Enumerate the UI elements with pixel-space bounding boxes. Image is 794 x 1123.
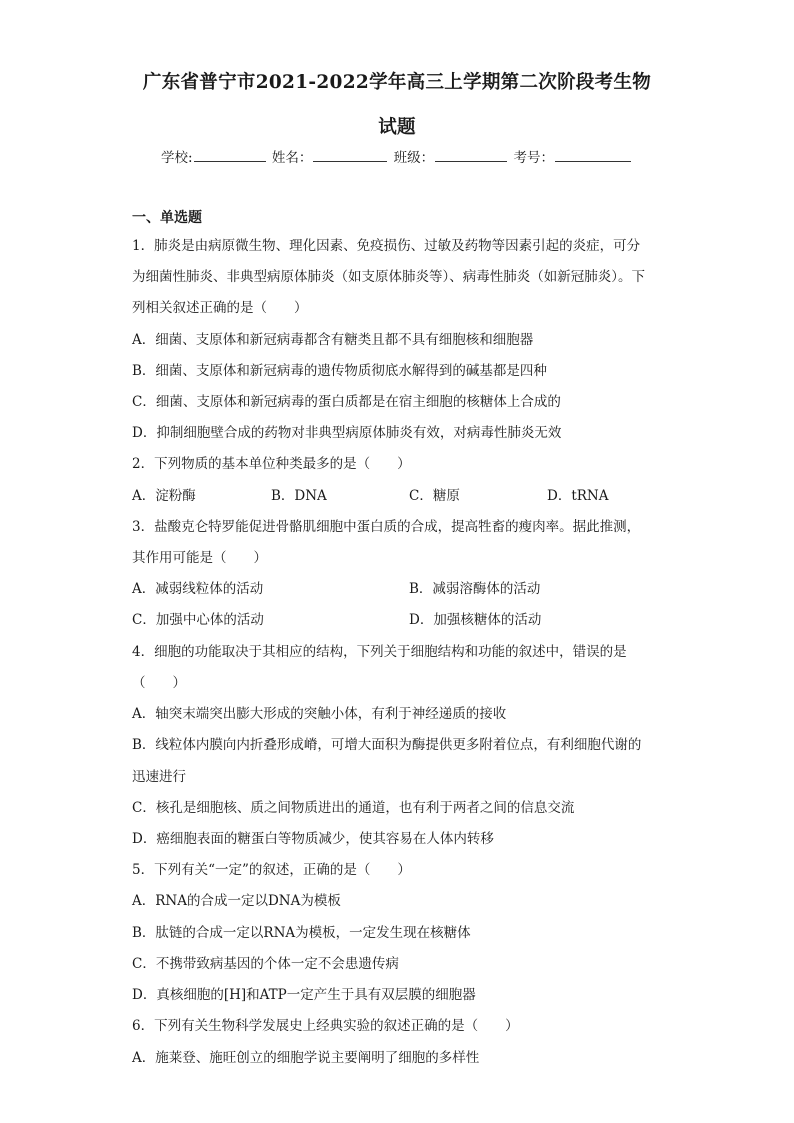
q5-option-b: B．肽链的合成一定以RNA为模板，一定发生现在核糖体 [132,925,471,941]
name-label: 姓名： [271,150,313,166]
q3-option-b: B．减弱溶酶体的活动 [409,581,541,597]
q3-stem-line2: 其作用可能是（ ） [132,550,267,566]
exam-number-label: 考号： [513,150,554,166]
q4-option-c: C．核孔是细胞核、质之间物质进出的通道，也有利于两者之间的信息交流 [132,800,575,816]
class-blank[interactable] [435,147,507,162]
q2-option-d: D．tRNA [547,488,609,504]
exam-title-line1: 广东省普宁市2021-2022学年高三上学期第二次阶段考生物 [142,72,652,93]
q6-option-a: A．施莱登、施旺创立的细胞学说主要阐明了细胞的多样性 [132,1050,480,1066]
exam-title-line2: 试题 [378,117,416,138]
q2-stem: 2．下列物质的基本单位种类最多的是（ ） [132,456,411,472]
section-heading: 一、单选题 [132,210,202,226]
q3-option-c: C．加强中心体的活动 [132,612,264,628]
q4-option-b-line1: B．线粒体内膜向内折叠形成嵴，可增大面积为酶提供更多附着位点，有利细胞代谢的 [132,737,642,753]
q4-stem-line2: （ ） [132,675,186,691]
q3-option-d: D．加强核糖体的活动 [409,612,542,628]
q1-stem-line3: 列相关叙述正确的是（ ） [132,300,308,316]
exam-number-blank[interactable] [555,147,631,162]
q2-option-b: B．DNA [271,488,327,504]
school-label: 学校: [161,150,193,166]
q2-option-c: C．糖原 [409,488,460,504]
q1-option-b: B．细菌、支原体和新冠病毒的遗传物质彻底水解得到的碱基都是四种 [132,363,547,379]
school-blank[interactable] [194,147,266,162]
q4-stem-line1: 4．细胞的功能取决于其相应的结构，下列关于细胞结构和功能的叙述中，错误的是 [132,644,627,660]
student-info-row [0,146,794,166]
q3-option-a: A．减弱线粒体的活动 [132,581,264,597]
q5-stem: 5．下列有关“一定”的叙述，正确的是（ ） [132,862,411,878]
q5-option-d: D．真核细胞的[H]和ATP一定产生于具有双层膜的细胞器 [132,987,476,1003]
q1-option-d: D．抑制细胞壁合成的药物对非典型病原体肺炎有效，对病毒性肺炎无效 [132,425,562,441]
q4-option-d: D．癌细胞表面的糖蛋白等物质减少，使其容易在人体内转移 [132,831,494,847]
q4-option-a: A．轴突末端突出膨大形成的突触小体，有利于神经递质的接收 [132,706,507,722]
q5-option-a: A．RNA的合成一定以DNA为模板 [132,893,341,909]
q6-stem: 6．下列有关生物科学发展史上经典实验的叙述正确的是（ ） [132,1018,519,1034]
name-blank[interactable] [313,147,387,162]
q3-stem-line1: 3．盐酸克仑特罗能促进骨骼肌细胞中蛋白质的合成，提高牲畜的瘦肉率。据此推测， [132,519,641,535]
class-label: 班级： [393,150,435,166]
q1-option-c: C．细菌、支原体和新冠病毒的蛋白质都是在宿主细胞的核糖体上合成的 [132,394,561,410]
q2-option-a: A．淀粉酶 [132,488,196,504]
q1-stem-line2: 为细菌性肺炎、非典型病原体肺炎（如支原体肺炎等）、病毒性肺炎（如新冠肺炎）。下 [132,269,645,285]
q1-stem-line1: 1．肺炎是由病原微生物、理化因素、免疫损伤、过敏及药物等因素引起的炎症，可分 [132,238,641,254]
q1-option-a: A．细菌、支原体和新冠病毒都含有糖类且都不具有细胞核和细胞器 [132,332,534,348]
q4-option-b-line2: 迅速进行 [132,769,186,785]
q5-option-c: C．不携带致病基因的个体一定不会患遗传病 [132,956,399,972]
